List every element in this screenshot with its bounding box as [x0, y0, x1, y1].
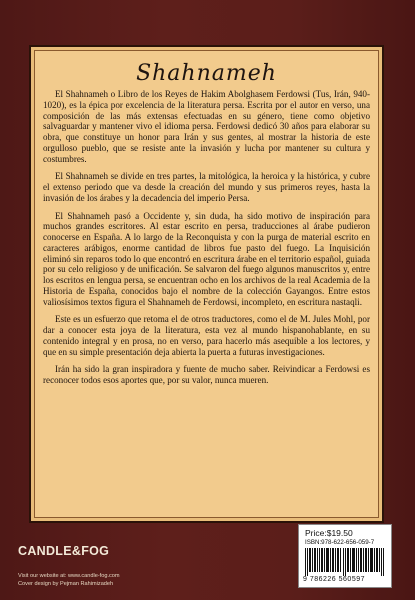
paragraph-3: El Shahnameh pasó a Occidente y, sin duda, ha sido motivo de inspiración para muchos grandes escritores. Al estar escrito en persa, traducciones al árabe pudieron conocerse en España. A lo largo de la Reconquista y con la purga de material escrito en caracteres arábigos, enorme cantidad de libros fue pasto del fuego. La Inquisición eliminó sin reparos todo lo que encontró en escritura árabe en el territorio español, guiada por su celo religioso y de unificación. Se salvaron del fuego algunos manuscritos y, entre los escritos en lengua persa, se encuentran ocho en los archivos de la real Academia de la Historia de España, conocidos bajo el nombre de la colección Gayangos. Entre estos valiosísimos textos figura el Shahnameh de Ferdowsi, incompleto, en escritura nastaqli.	[43, 210, 370, 307]
synopsis	[43, 89, 370, 393]
paragraph-4: Este es un esfuerzo que retoma el de otros traductores, como el de M. Jules Mohl, por dar a conocer esta joya de la literatura, esta vez al mundo hispanohablante, en su contenido integral y en prosa, no en verso, para hacerlo más asequible a los lectores, y que en su simple presentación deja abierta la puerta a futuras investigaciones.	[43, 314, 370, 357]
isbn-label: ISBN:978-622-656-059-7	[305, 539, 375, 546]
paragraph-2: El Shahnameh se divide en tres partes, la mitológica, la heroica y la histórica, y cubre el extenso periodo que va desde la creación del mundo y sus primeros reyes, hasta la invasión de los árabes y la decadencia del imperio Persa.	[43, 171, 370, 203]
price-sticker	[298, 524, 392, 588]
cover-credit: Cover design by Pejman Rahimizadeh	[18, 581, 114, 587]
barcode-digits: 9 786226 560597	[303, 576, 365, 583]
text-panel	[29, 45, 384, 523]
barcode-icon	[305, 548, 385, 576]
paragraph-1: El Shahnameh o Libro de los Reyes de Hakim Abolghasem Ferdowsi (Tus, Irán, 940-1020), es la épica por excelencia de la literatura persa. Escrita por el autor en verso, una composición de las más extensas efectuadas en su género, tiene como objetivo salvaguardar y mantener vivo el idioma persa. Ferdowsi dedicó 30 años para elaborar su obra, que constituye un honor para Irán y sus gentes, al mostrar la historia de este orgulloso pueblo, que se resiste ante la invasión y lucha por mantener su cultura y costumbres.	[43, 89, 370, 164]
price-label: Price:$19.50	[305, 528, 353, 538]
publisher-logo: CANDLE&FOG	[18, 544, 110, 558]
publisher-website: Visit our website at: www.candle-fog.com	[18, 573, 120, 579]
book-title: Shahnameh	[136, 61, 277, 86]
paragraph-5: Irán ha sido la gran inspiradora y fuente de mucho saber. Reivindicar a Ferdowsi es reconocer todos esos aportes que, por su valor, nunca mueren.	[43, 364, 370, 385]
